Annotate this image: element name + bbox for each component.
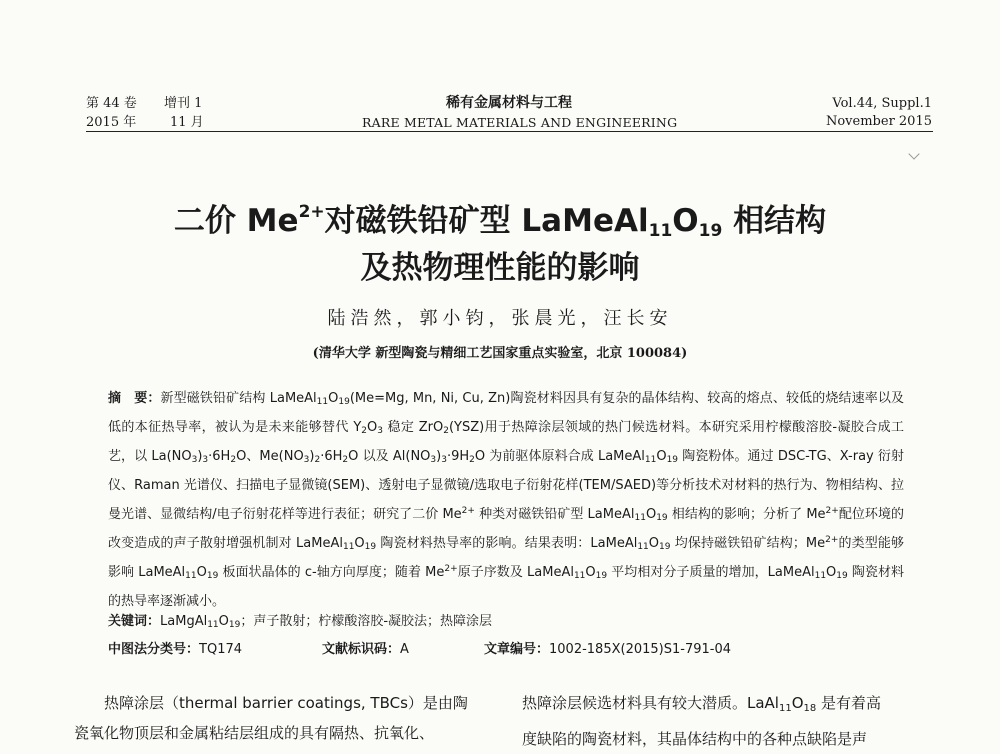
year-cn: 2015 年 [86, 115, 137, 130]
body-left-line: 热障涂层（thermal barrier coatings, TBCs）是由陶 [104, 694, 468, 712]
keywords: 关键词：$LaMgAl_{11}O_{19}$；声子散射；柠檬酸溶胶-凝胶法；热障涂层 [108, 614, 493, 630]
document-code: 文献标识码：A [322, 642, 409, 657]
corner-mark [908, 148, 919, 159]
body-left-line: 瓷氧化物顶层和金属粘结层组成的具有隔热、抗氧化、 [74, 724, 435, 742]
keywords-label: 关键词： [108, 614, 161, 629]
paper-title-line2: 及热物理性能的影响 [360, 250, 640, 286]
body-right-line: 热障涂层候选材料具有较大潜质。$LaAl_{11}O_{18}$ 是有着高 [522, 694, 882, 714]
article-number: 文章编号：1002-185X(2015)S1-791-04 [484, 642, 731, 657]
paper-title-line1: 二价 $Me^{2+}$对磁铁铅矿型 $LaMeAl_{11}O_{19}$ 相结构 [173, 202, 827, 241]
volume-cn: 第 44 卷 [86, 96, 137, 111]
supplement-cn: 增刊 1 [164, 96, 203, 111]
body-left-column [74, 688, 486, 748]
body-right-column [522, 688, 934, 754]
volume-en: Vol.44, Suppl.1 [832, 96, 932, 111]
abstract-label: 摘 要： [108, 391, 161, 406]
header-rule [86, 131, 933, 132]
clc-number: 中图法分类号：TQ174 [108, 642, 243, 657]
affiliation: (清华大学 新型陶瓷与精细工艺国家重点实验室，北京 100084) [312, 346, 688, 361]
body-right-line: 度缺陷的陶瓷材料，其晶体结构中的各种点缺陷是声 [522, 730, 868, 748]
journal-title-cn: 稀有金属材料与工程 [446, 95, 572, 111]
month-cn: 11 月 [170, 115, 204, 130]
authors: 陆浩然，郭小钧，张晨光，汪长安 [327, 308, 673, 329]
abstract: 摘 要：新型磁铁铅矿结构 $LaMeAl_{11}O_{19}(Me=Mg$, Mn, Ni, Cu, Zn)陶瓷材料因具有复杂的晶体结构、较高的熔点、较低的烧结速率以及低的本征热导率，被认为是未来能够替代 $Y_2O_3$ 稳定 ZrO$_2$(YSZ)用于热障涂层领域的热门候选材料。本研究采用柠檬酸溶胶-凝胶合成工艺，以 $La(NO_3)_3\cdot 6H_2O$、$Me(NO_3)_2\cdot 6H_2O$ 以及 $Al(NO_3)_3\cdot 9H_2O$ 为前驱体原料合成 $LaMeAl_{11}O_{19}$ 陶瓷粉体。通过 DSC-TG、X-ray 衍射仪、Raman 光谱仪、扫描电子显微镜(SEM)、透射电子显微镜/选取电子衍射花样(TEM/SAED)等分析技术对材料的热行为、物相结构、拉曼光谱、显微结构/电子衍射花样等进行表征；研究了二价 $Me^{2+}$ 种类对磁铁铅矿型 $LaMeAl_{11}O_{19}$ 相结构的影响；分析了 $Me^{2+}$配位环境的改变造成的声子散射增强机制对 $LaMeAl_{11}O_{19}$ 陶瓷材料热导率的影响。结果表明：$LaMeAl_{11}O_{19}$ 均保持磁铁铅矿结构；$Me^{2+}$的类型能够影响 $LaMeAl_{11}O_{19}$ 板面状晶体的 c-轴方向厚度；随着 $Me^{2+}$原子序数及 $LaMeAl_{11}O_{19}$ 平均相对分子质量的增加，$LaMeAl_{11}O_{19}$ 陶瓷材料的热导率逐渐减小。 [108, 391, 905, 609]
date-en: November 2015 [825, 114, 932, 129]
journal-title-en: RARE METAL MATERIALS AND ENGINEERING [362, 115, 678, 130]
